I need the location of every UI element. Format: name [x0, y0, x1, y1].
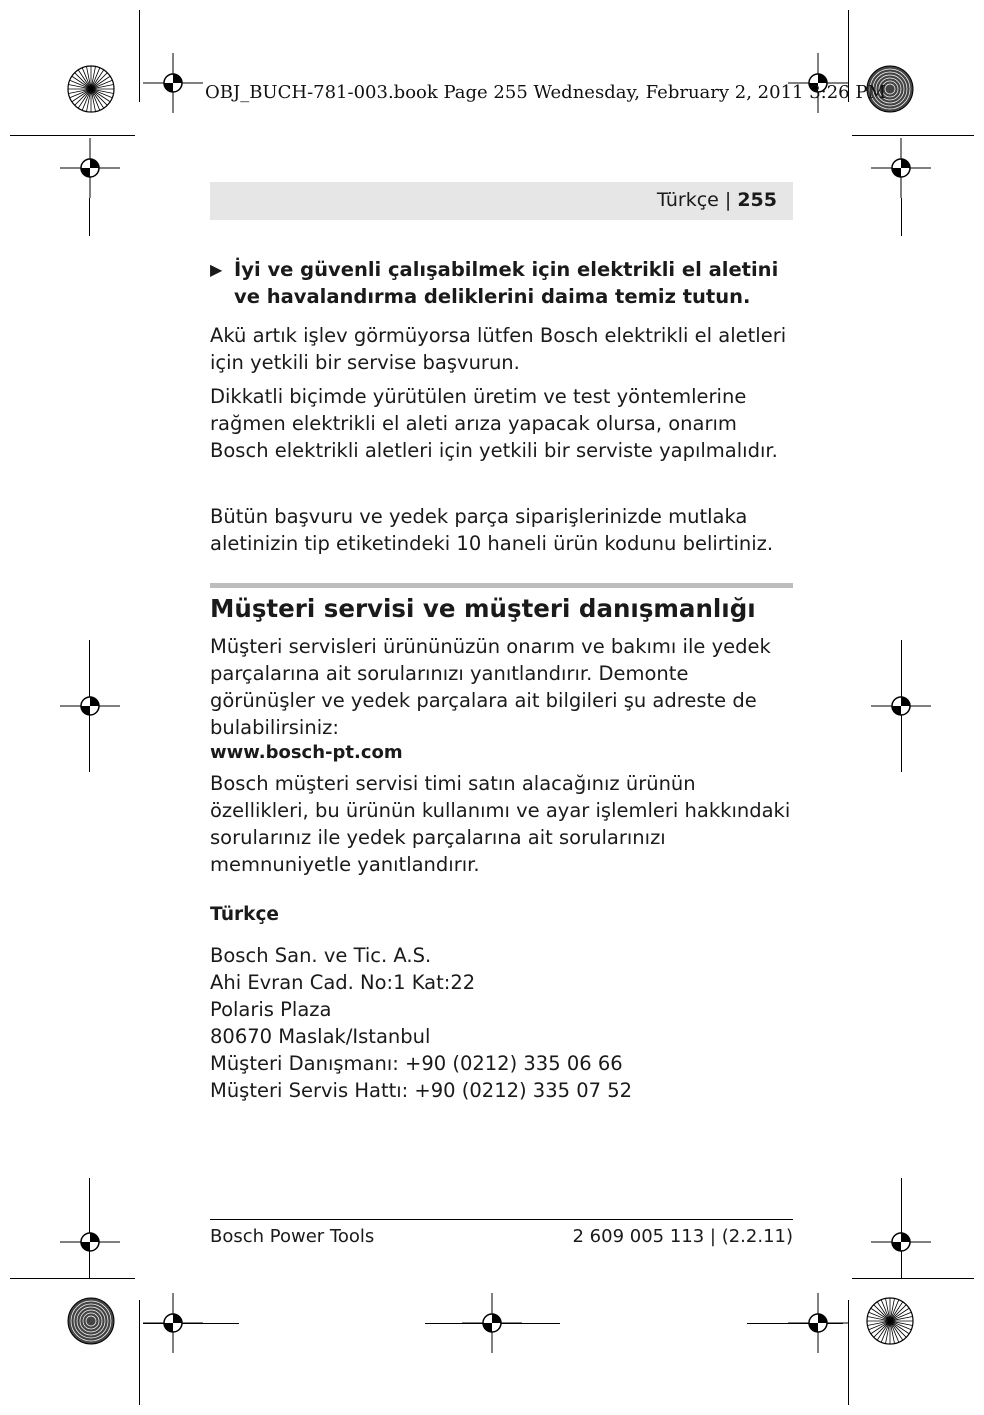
header-language: Türkçe [656, 189, 719, 211]
registration-crosshair-icon [871, 1212, 931, 1272]
registration-crosshair-icon [871, 676, 931, 736]
crop-line-top-right-horizontal [852, 135, 974, 136]
registration-rosette-icon [866, 1297, 914, 1345]
registration-crosshair-icon [143, 1293, 203, 1353]
address-line: Ahi Evran Cad. No:1 Kat:22 [210, 971, 476, 994]
crop-line-bottom-right-horizontal [852, 1278, 974, 1279]
crop-line-top-left-horizontal [10, 135, 135, 136]
crop-line-bottom-left-vertical [139, 1300, 140, 1405]
contact-country-heading: Türkçe [210, 904, 279, 925]
crop-line-top-left-vertical [89, 198, 90, 236]
running-header [210, 182, 793, 220]
paragraph-spare-parts: Bütün başvuru ve yedek parça siparişlerinizde mutlaka aletinizin tip etiketindeki 10 haneli ürün kodunu belirtiniz. [210, 505, 774, 555]
address-line: 80670 Maslak/Istanbul [210, 1025, 431, 1048]
crop-line-top-left-vertical [139, 10, 140, 102]
phone-line: Müşteri Danışmanı: +90 (0212) 335 06 66 [210, 1052, 623, 1075]
section-intro: Müşteri servisleri ürününüzün onarım ve bakımı ile yedek parçalarına ait sorularınızı yanıtlandırır. Demonte görünüşler ve yedek parçalara ait bilgileri şu adreste de bulabilirsiniz: [210, 635, 771, 739]
crop-line-bottom-right-vertical [848, 1300, 849, 1405]
address-line: Polaris Plaza [210, 998, 332, 1021]
address-line: Bosch San. ve Tic. A.S. [210, 944, 432, 967]
registration-crosshair-icon [60, 676, 120, 736]
registration-rosette-icon [67, 65, 115, 113]
section-title: Müşteri servisi ve müşteri danışmanlığı [210, 594, 756, 623]
footer-brand: Bosch Power Tools [210, 1226, 375, 1247]
paragraph-repair: Dikkatli biçimde yürütülen üretim ve test yöntemlerine rağmen elektrikli el aleti arıza yapacak olursa, onarım Bosch elektrikli aletleri için yetkili bir serviste yapılmalıdır. [210, 385, 778, 462]
header-separator: | [718, 189, 738, 211]
registration-crosshair-icon [60, 1212, 120, 1272]
safety-bullet [210, 256, 793, 310]
paragraph-battery-service: Akü artık işlev görmüyorsa lütfen Bosch elektrikli el aletleri için yetkili bir servise başvurun. [210, 324, 787, 374]
registration-crosshair-icon [60, 138, 120, 198]
phone-line: Müşteri Servis Hattı: +90 (0212) 335 07 52 [210, 1079, 633, 1102]
crop-line-top-right-vertical [901, 198, 902, 236]
contact-address [210, 942, 793, 1104]
footer-doc-number: 2 609 005 113 | (2.2.11) [572, 1226, 793, 1247]
website-link[interactable]: www.bosch-pt.com [210, 742, 403, 763]
section-rule [210, 583, 793, 588]
registration-crosshair-icon [788, 1293, 848, 1353]
registration-crosshair-icon [871, 138, 931, 198]
bullet-text: İyi ve güvenli çalışabilmek için elektrikli el aletini ve havalandırma deliklerini daima temiz tutun. [234, 258, 779, 308]
registration-rosette-icon [67, 1297, 115, 1345]
service-description: Bosch müşteri servisi timi satın alacağınız ürünün özellikleri, bu ürünün kullanımı ve ayar işlemleri hakkındaki sorularınız ile yedek parçalarına ait sorularınızı memnuniyetle yanıtlandırır. [210, 772, 791, 876]
print-slug: OBJ_BUCH-781-003.book Page 255 Wednesday, February 2, 2011 3:26 PM [205, 82, 886, 103]
header-label [657, 189, 777, 211]
page-number: 255 [737, 189, 777, 211]
registration-crosshair-icon [143, 53, 203, 113]
registration-crosshair-icon [462, 1293, 522, 1353]
bullet-arrow-icon: ▶ [210, 260, 223, 279]
crop-line-bottom-left-horizontal [10, 1278, 135, 1279]
footer-rule [210, 1219, 793, 1220]
